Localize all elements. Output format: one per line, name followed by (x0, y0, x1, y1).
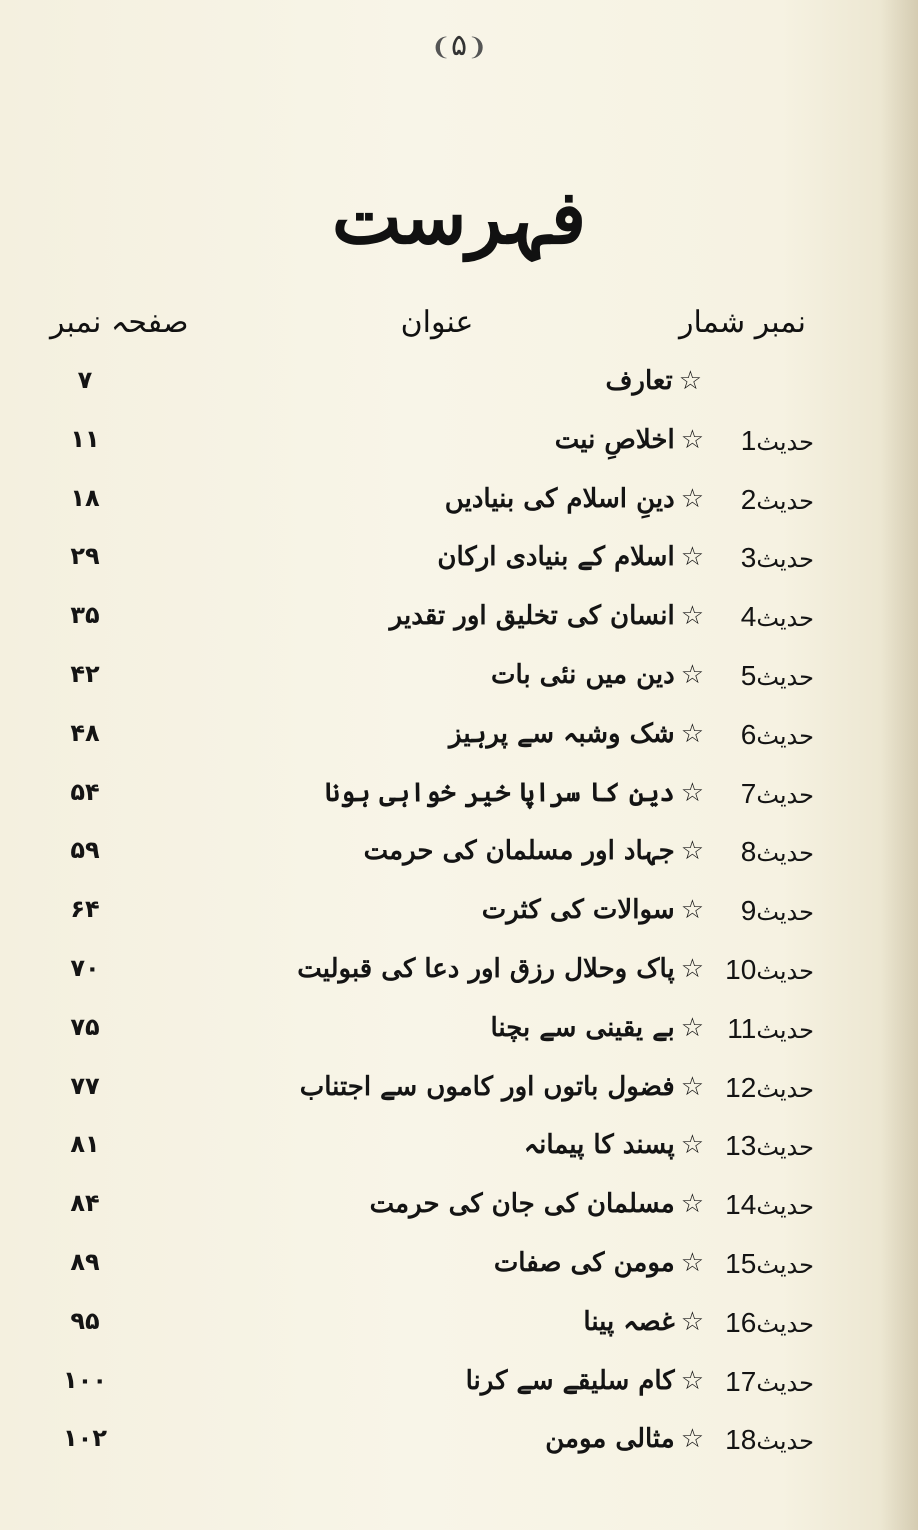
toc-entry-serial (694, 1248, 814, 1280)
toc-entry-title (524, 1130, 704, 1160)
hadith-number: 7 (740, 778, 757, 809)
toc-entry-page: ۷۰ (70, 954, 100, 982)
toc-row (0, 417, 918, 475)
hadith-number: 1 (740, 425, 757, 456)
toc-entry-title (325, 778, 704, 808)
star-icon: ☆ (680, 719, 704, 749)
toc-entry-title (364, 836, 704, 866)
hadith-label: حدیث (756, 545, 814, 573)
toc-entry-title (545, 1424, 704, 1454)
toc-title-text: انسان کی تخلیق اور تقدیر (389, 601, 675, 631)
toc-title-text: فضول باتوں اور کاموں سے اجتناب (299, 1072, 675, 1102)
hadith-label: حدیث (756, 1369, 814, 1397)
hadith-label: حدیث (756, 604, 814, 632)
toc-entry-page: ۱۰۲ (63, 1424, 107, 1452)
hadith-number: 9 (740, 895, 757, 926)
toc-entry-page: ۲۹ (70, 542, 100, 570)
toc-row-intro (0, 358, 918, 416)
star-icon: ☆ (680, 1072, 704, 1102)
star-icon: ☆ (680, 425, 704, 455)
star-icon: ☆ (680, 954, 704, 984)
toc-title-text: اسلام کے بنیادی ارکان (437, 542, 675, 572)
toc-row (0, 828, 918, 886)
page-number-header (0, 28, 918, 63)
toc-entry-page: ۷ (77, 366, 93, 394)
hadith-label: حدیث (756, 663, 814, 691)
star-icon: ☆ (678, 366, 702, 396)
toc-entry-serial (694, 1307, 814, 1339)
hadith-number: 4 (740, 601, 757, 632)
toc-title-text: دینِ اسلام کی بنیادیں (444, 484, 675, 514)
toc-entry-page: ۴۸ (70, 719, 100, 747)
ornament-right-icon: ❩ (467, 33, 488, 61)
hadith-number: 11 (727, 1013, 757, 1044)
star-icon: ☆ (680, 1130, 704, 1160)
column-header-title: عنوان (400, 305, 474, 340)
toc-row (0, 593, 918, 651)
page-title: فہرست (331, 175, 587, 261)
hadith-number: 12 (725, 1072, 757, 1103)
toc-entry-title (491, 1013, 705, 1043)
toc-entry-title (370, 1189, 704, 1219)
toc-title-text: غصہ پینا (583, 1307, 675, 1337)
star-icon: ☆ (680, 601, 704, 631)
hadith-label: حدیث (756, 898, 814, 926)
toc-entry-page: ۳۵ (70, 601, 100, 629)
toc-entry-serial (694, 542, 814, 574)
toc-entry-page: ۴۲ (70, 660, 100, 688)
hadith-number: 10 (725, 954, 757, 985)
toc-row (0, 887, 918, 945)
toc-entry-serial (694, 660, 814, 692)
toc-entry-serial (694, 425, 814, 457)
toc-row (0, 1181, 918, 1239)
toc-title-text: دین میں نئی بات (490, 660, 675, 690)
ornament-left-icon: ❨ (430, 33, 451, 61)
star-icon: ☆ (680, 895, 704, 925)
toc-row (0, 1064, 918, 1122)
toc-row (0, 1240, 918, 1298)
hadith-label: حدیث (756, 1192, 814, 1220)
toc-entry-title: ☆تعارف (605, 366, 702, 396)
hadith-label: حدیث (756, 487, 814, 515)
toc-row (0, 1416, 918, 1474)
toc-entry-title (390, 601, 704, 631)
toc-entry-title (491, 660, 704, 690)
toc-entry-serial (694, 1072, 814, 1104)
toc-entry-serial (694, 1013, 814, 1045)
toc-entry-title (300, 1072, 704, 1102)
toc-entry-serial (694, 719, 814, 751)
page-number: ۵ (450, 28, 468, 63)
toc-entry-title (449, 719, 704, 749)
hadith-label: حدیث (756, 781, 814, 809)
star-icon: ☆ (680, 660, 704, 690)
toc-entry-page: ۸۹ (70, 1248, 100, 1276)
hadith-number: 14 (725, 1189, 757, 1220)
toc-row (0, 770, 918, 828)
toc-entry-page: ۷۷ (70, 1072, 100, 1100)
toc-entry-serial (694, 778, 814, 810)
toc-entry-title (494, 1248, 704, 1278)
hadith-number: 18 (725, 1424, 757, 1455)
hadith-label: حدیث (756, 957, 814, 985)
star-icon: ☆ (680, 1366, 704, 1396)
toc-row (0, 652, 918, 710)
toc-title-text: پاک وحلال رزق اور دعا کی قبولیت (297, 954, 675, 984)
toc-row (0, 946, 918, 1004)
hadith-number: 15 (725, 1248, 757, 1279)
toc-title-text: دین کا سراپا خیر خواہی ہونا (324, 778, 675, 808)
toc-entry-page: ۸۴ (70, 1189, 100, 1217)
toc-entry-serial (694, 601, 814, 633)
hadith-label: حدیث (756, 1133, 814, 1161)
toc-entry-page: ۵۹ (70, 836, 100, 864)
hadith-number: 17 (725, 1366, 757, 1397)
toc-title-text: پسند کا پیمانہ (523, 1130, 675, 1160)
toc-row (0, 476, 918, 534)
hadith-number: 16 (725, 1307, 757, 1338)
toc-entry-title (466, 1366, 704, 1396)
toc-entry-page: ۶۴ (70, 895, 100, 923)
star-icon: ☆ (680, 484, 704, 514)
toc-title-text: سوالات کی کثرت (481, 895, 675, 925)
toc-title-text: مسلمان کی جان کی حرمت (369, 1189, 675, 1219)
star-icon: ☆ (680, 1248, 704, 1278)
toc-title-text: اخلاصِ نیت (554, 425, 675, 455)
star-icon: ☆ (680, 1307, 704, 1337)
toc-entry-serial (694, 895, 814, 927)
toc-entry-title (437, 542, 704, 572)
hadith-number: 3 (740, 542, 757, 573)
hadith-label: حدیث (756, 1016, 814, 1044)
toc-title-text: مومن کی صفات (493, 1248, 675, 1278)
hadith-label: حدیث (756, 1251, 814, 1279)
toc-row (0, 1005, 918, 1063)
column-header-page: صفحہ نمبر (50, 305, 189, 340)
toc-row (0, 1299, 918, 1357)
toc-entry-serial (694, 1189, 814, 1221)
hadith-label: حدیث (756, 722, 814, 750)
toc-entry-page: ۷۵ (70, 1013, 100, 1041)
toc-entry-title (445, 484, 704, 514)
star-icon: ☆ (680, 778, 704, 808)
toc-entry-serial (694, 1130, 814, 1162)
star-icon: ☆ (680, 1013, 704, 1043)
toc-entry-serial (694, 836, 814, 868)
toc-entry-page: ۸۱ (70, 1130, 100, 1158)
hadith-label: حدیث (756, 1427, 814, 1455)
hadith-label: حدیث (756, 1075, 814, 1103)
star-icon: ☆ (680, 1189, 704, 1219)
toc-row (0, 1358, 918, 1416)
toc-title-text: شک وشبہ سے پرہیز (449, 719, 675, 749)
toc-title-text: بے یقینی سے بچنا (490, 1013, 675, 1043)
toc-entry-page: ۱۸ (70, 484, 100, 512)
hadith-label: حدیث (756, 839, 814, 867)
toc-entry-page: ۹۵ (70, 1307, 100, 1335)
toc-row (0, 711, 918, 769)
hadith-label: حدیث (756, 428, 814, 456)
star-icon: ☆ (680, 836, 704, 866)
hadith-number: 13 (725, 1130, 757, 1161)
hadith-number: 8 (740, 836, 757, 867)
toc-entry-title (555, 425, 704, 455)
toc-entry-page: ۱۱ (70, 425, 100, 453)
toc-entry-page: ۱۰۰ (63, 1366, 107, 1394)
toc-row (0, 1122, 918, 1180)
toc-title-text: مثالی مومن (545, 1424, 675, 1454)
star-icon: ☆ (680, 542, 704, 572)
star-icon: ☆ (680, 1424, 704, 1454)
column-header-serial: نمبر شمار (679, 305, 806, 340)
toc-entry-serial (694, 954, 814, 986)
hadith-number: 6 (740, 719, 757, 750)
table-of-contents (0, 358, 918, 1488)
toc-row (0, 534, 918, 592)
toc-entry-title (482, 895, 704, 925)
toc-entry-serial (694, 1366, 814, 1398)
toc-entry-title (297, 954, 704, 984)
toc-title-text: جہاد اور مسلمان کی حرمت (363, 836, 675, 866)
toc-entry-serial (694, 484, 814, 516)
toc-entry-title (583, 1307, 704, 1337)
hadith-number: 5 (740, 660, 757, 691)
hadith-number: 2 (740, 484, 757, 515)
hadith-label: حدیث (756, 1310, 814, 1338)
toc-title-text: کام سلیقے سے کرنا (465, 1366, 675, 1396)
toc-entry-serial (694, 1424, 814, 1456)
toc-entry-page: ۵۴ (70, 778, 100, 806)
